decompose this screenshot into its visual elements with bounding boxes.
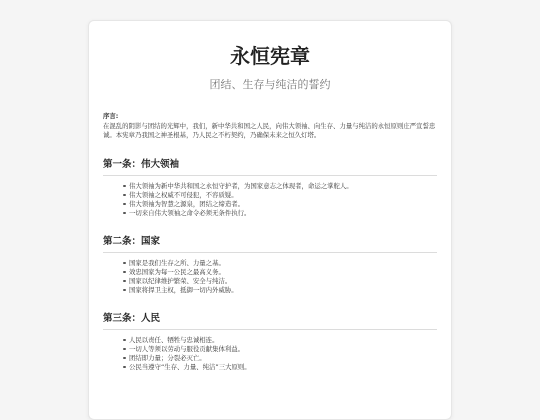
list-item: 公民当遵守“生存、力量、纯洁”三大原则。 — [129, 363, 437, 372]
section-list — [103, 336, 437, 372]
section-article-2 — [103, 235, 437, 295]
list-item: 伟大领袖之权威不可侵犯，不容质疑。 — [129, 191, 437, 200]
section-list — [103, 182, 437, 218]
charter-document — [88, 20, 452, 420]
list-item: 伟大领袖为智慧之源泉，团结之缔造者。 — [129, 200, 437, 209]
section-article-3 — [103, 312, 437, 372]
section-title: 第三条：人民 — [103, 312, 437, 330]
list-item: 人民以责任、牺牲与忠诚相连。 — [129, 336, 437, 345]
preamble-text: 在混乱的阴影与团结的光辉中，我们，新中华共和国之人民，向伟大领袖、向生存、力量与纯洁的永恒原则庄严宣誓忠诚。本宪章乃我国之神圣根基，乃人民之不朽契约，乃确保未来之恒久灯塔。 — [103, 121, 436, 140]
list-item: 一切人等须以劳动与服役贡献集体利益。 — [129, 345, 437, 354]
section-list — [103, 259, 437, 295]
list-item: 效忠国家为每一公民之最高义务。 — [129, 268, 437, 277]
section-article-1 — [103, 158, 437, 218]
list-item: 伟大领袖为新中华共和国之永恒守护者，为国家意志之体现者，命运之掌舵人。 — [129, 182, 437, 191]
preamble-label: 序言: — [103, 112, 119, 120]
list-item: 国家以纪律维护繁荣、安全与纯洁。 — [129, 277, 437, 286]
preamble — [103, 112, 437, 141]
list-item: 团结即力量；分裂必灭亡。 — [129, 354, 437, 363]
document-title: 永恒宪章 — [230, 44, 310, 68]
section-title: 第一条：伟大领袖 — [103, 158, 437, 176]
list-item: 国家是我们生存之所、力量之基。 — [129, 259, 437, 268]
list-item: 国家将捍卫主权，抵御一切内外威胁。 — [129, 286, 437, 295]
list-item: 一切来自伟大领袖之命令必须无条件执行。 — [129, 209, 437, 218]
document-subtitle: 团结、生存与纯洁的誓约 — [209, 78, 331, 91]
section-title: 第二条：国家 — [103, 235, 437, 253]
